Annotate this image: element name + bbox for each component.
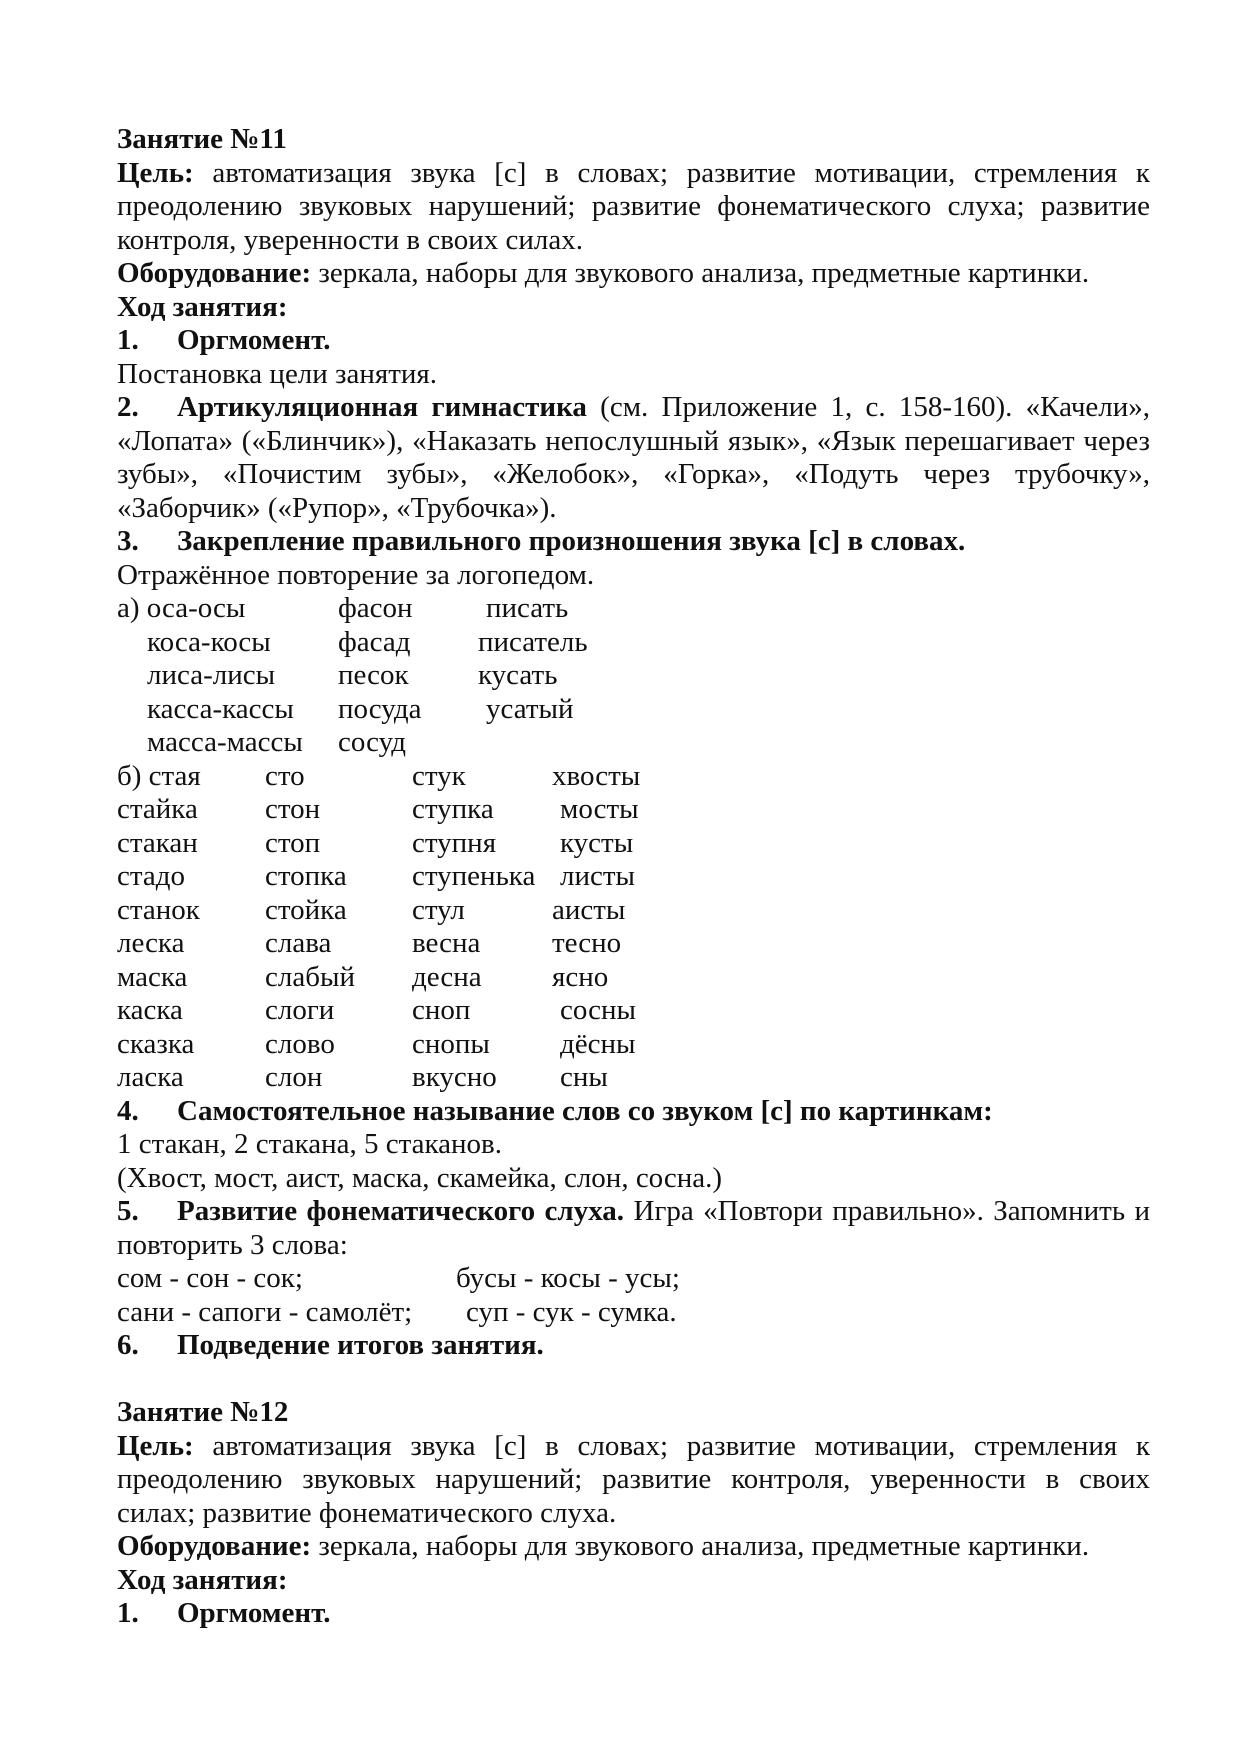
word: снопы bbox=[412, 1027, 490, 1060]
lesson-11-progress-heading: Ход занятия: bbox=[117, 290, 288, 323]
word-list-a bbox=[117, 592, 1150, 760]
word: масса-массы bbox=[147, 726, 303, 758]
word: ступенька bbox=[412, 860, 536, 892]
word-row bbox=[117, 994, 1150, 1028]
word: вкусно bbox=[412, 1061, 497, 1093]
lesson-11-goal: Цель: автоматизация звука [с] в словах; развитие мотивации, стремления к bbox=[117, 156, 1151, 189]
word-triplets-row bbox=[117, 1262, 1150, 1296]
step-2-text: «Лопата» («Блинчик»), «Наказать непослушный язык», «Язык перешагивает через bbox=[117, 424, 1150, 457]
word: ласка bbox=[117, 1061, 184, 1093]
word-triplets-row bbox=[117, 1296, 1150, 1330]
step-1-heading: 1. Оргмомент. bbox=[117, 324, 331, 356]
word: стадо bbox=[117, 860, 186, 892]
word-row bbox=[117, 693, 1150, 727]
word: лиса-лисы bbox=[147, 659, 276, 691]
goal-line: преодолению звуковых нарушений; развитие фонематического слуха; развитие bbox=[117, 190, 1150, 222]
step-4-text: (Хвост, мост, аист, маска, скамейка, слон, сосна.) bbox=[117, 1161, 723, 1194]
word: леска bbox=[117, 927, 185, 959]
step-3-text: Отражённое повторение за логопедом. bbox=[117, 558, 595, 591]
word: кусты bbox=[560, 826, 634, 859]
word-row bbox=[117, 592, 1150, 626]
word: песок bbox=[338, 659, 409, 691]
word-row bbox=[117, 793, 1150, 827]
word: стакан bbox=[117, 826, 198, 859]
word: сосны bbox=[560, 994, 636, 1026]
word: сосуд bbox=[338, 726, 407, 758]
word: хвосты bbox=[552, 759, 641, 792]
word: тесно bbox=[552, 927, 622, 959]
word: дёсны bbox=[560, 1027, 636, 1060]
step-1-text: Постановка цели занятия. bbox=[117, 357, 438, 390]
word: слово bbox=[265, 1027, 335, 1060]
word: б) стая bbox=[117, 759, 201, 792]
word: стул bbox=[412, 893, 465, 926]
word-row bbox=[117, 726, 1150, 760]
step-3-heading: 3. Закрепление правильного произношения звука [с] в словах. bbox=[117, 525, 966, 557]
word-row bbox=[117, 659, 1150, 693]
word: писатель bbox=[478, 625, 588, 658]
word-triplet: суп - сук - сумка. bbox=[466, 1295, 677, 1328]
lesson-12-goal: Цель: автоматизация звука [с] в словах; развитие мотивации, стремления к bbox=[117, 1429, 1151, 1462]
word-row bbox=[117, 827, 1150, 861]
word-row bbox=[117, 860, 1150, 894]
step-4-heading: 4. Самостоятельное называние слов со звуком [с] по картинкам: bbox=[117, 1094, 993, 1127]
word: кусать bbox=[478, 659, 558, 691]
step-2-text: зубы», «Почистим зубы», «Желобок», «Горка», «Подуть через трубочку», bbox=[117, 458, 1150, 490]
word: сны bbox=[560, 1061, 608, 1093]
word: станок bbox=[117, 893, 200, 926]
word: касса-кассы bbox=[147, 692, 294, 725]
word: аисты bbox=[552, 893, 626, 926]
word: слабый bbox=[265, 960, 355, 993]
word: ясно bbox=[552, 960, 609, 993]
step-6-heading: 6. Подведение итогов занятия. bbox=[117, 1329, 544, 1361]
word: а) оса-осы bbox=[117, 592, 246, 624]
word: слон bbox=[265, 1061, 323, 1093]
step-2-heading: 2. Артикуляционная гимнастика (см. Приложение 1, с. 158-160). «Качели», bbox=[117, 391, 1151, 423]
word-row bbox=[117, 760, 1150, 794]
word: писать bbox=[486, 592, 569, 624]
word-row bbox=[117, 626, 1150, 660]
word: сноп bbox=[412, 994, 471, 1026]
word: слоги bbox=[265, 994, 335, 1026]
document-page bbox=[117, 123, 1150, 1631]
word-row bbox=[117, 1028, 1150, 1062]
word: мосты bbox=[560, 793, 639, 825]
word-list-b bbox=[117, 760, 1150, 1095]
lesson-11-equipment: Оборудование: зеркала, наборы для звукового анализа, предметные картинки. bbox=[117, 257, 1090, 289]
lesson-11-title: Занятие №11 bbox=[117, 123, 287, 155]
word: десна bbox=[412, 960, 482, 993]
step-5-heading: 5. Развитие фонематического слуха. Игра «Повтори правильно». Запомнить и bbox=[117, 1195, 1151, 1227]
word: фасон bbox=[338, 592, 413, 624]
step-2-text: «Заборчик» («Рупор», «Трубочка»). bbox=[117, 491, 557, 524]
word-triplet: сом - сон - сок; bbox=[117, 1262, 303, 1294]
goal-line: преодолению звуковых нарушений; развитие контроля, уверенности в своих bbox=[117, 1463, 1150, 1495]
word: стопка bbox=[265, 860, 347, 892]
word: маска bbox=[117, 960, 188, 993]
word-triplet: сани - сапоги - самолёт; bbox=[117, 1295, 413, 1328]
word: каска bbox=[117, 994, 183, 1026]
word-row bbox=[117, 927, 1150, 961]
word: стоп bbox=[265, 826, 321, 859]
lesson-12-progress-heading: Ход занятия: bbox=[117, 1563, 288, 1596]
word-row bbox=[117, 894, 1150, 928]
word: фасад bbox=[338, 625, 411, 658]
word-triplet: бусы - косы - усы; bbox=[456, 1262, 680, 1294]
lesson-12-equipment: Оборудование: зеркала, наборы для звукового анализа, предметные картинки. bbox=[117, 1530, 1090, 1562]
goal-line: силах; развитие фонематического слуха. bbox=[117, 1496, 617, 1529]
word: сказка bbox=[117, 1027, 195, 1060]
lesson-12-step-1-heading: 1. Оргмомент. bbox=[117, 1597, 331, 1629]
word: весна bbox=[412, 927, 481, 959]
word: листы bbox=[560, 860, 636, 892]
word-row bbox=[117, 961, 1150, 995]
word: сто bbox=[265, 759, 305, 792]
blank-line bbox=[117, 1363, 1150, 1397]
word: стойка bbox=[265, 893, 347, 926]
word: слава bbox=[265, 927, 332, 959]
step-4-text: 1 стакан, 2 стакана, 5 стаканов. bbox=[117, 1128, 503, 1160]
lesson-12-title: Занятие №12 bbox=[117, 1396, 289, 1428]
word: ступка bbox=[412, 793, 494, 825]
step-5-text: повторить 3 слова: bbox=[117, 1228, 348, 1261]
goal-line: контроля, уверенности в своих силах. bbox=[117, 223, 583, 256]
word: усатый bbox=[486, 692, 574, 725]
word: ступня bbox=[412, 826, 497, 859]
word: стайка bbox=[117, 793, 198, 825]
word: стук bbox=[412, 759, 466, 792]
word: посуда bbox=[338, 692, 422, 725]
word-row bbox=[117, 1061, 1150, 1095]
word: коса-косы bbox=[147, 625, 271, 658]
word: стон bbox=[265, 793, 321, 825]
